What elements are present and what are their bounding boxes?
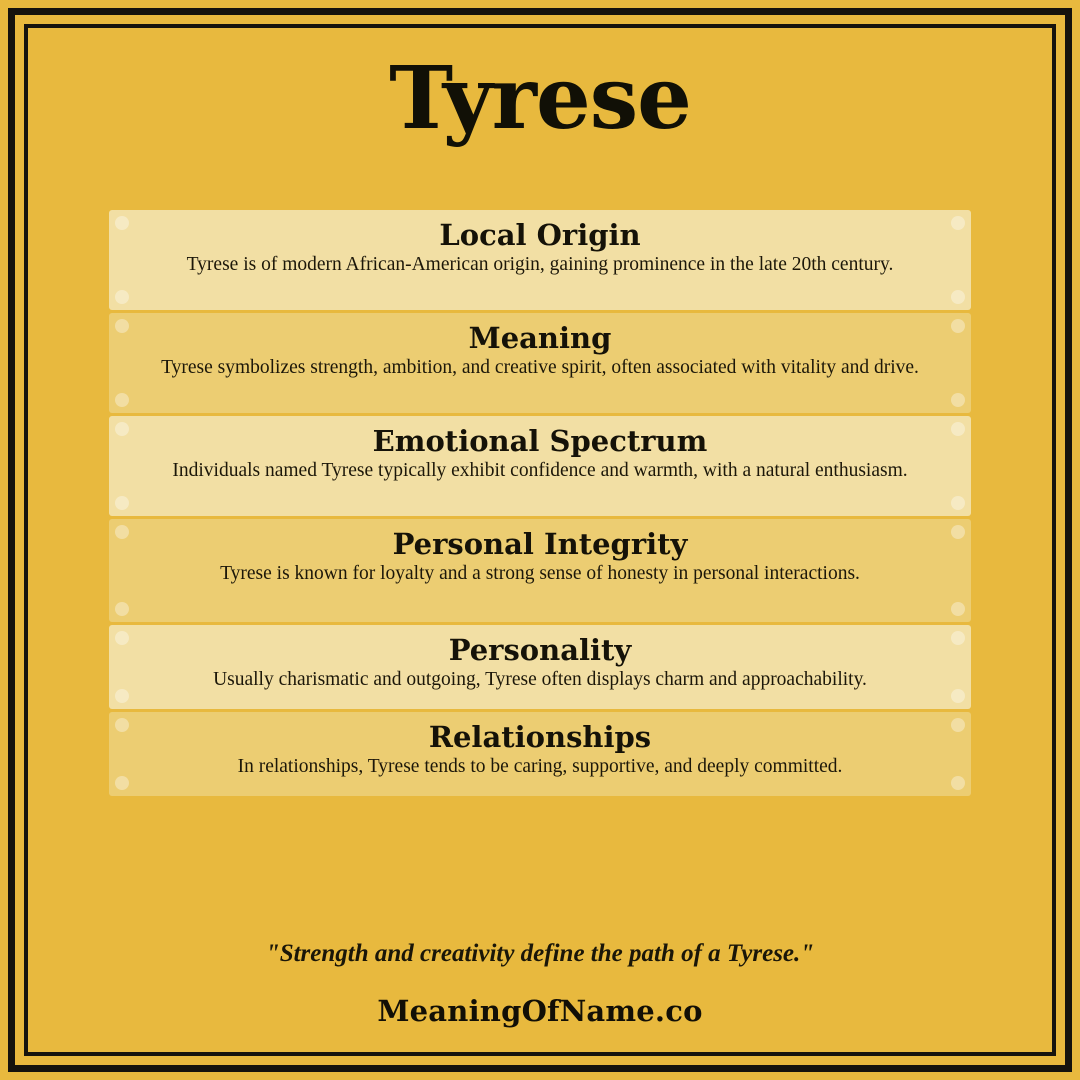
corner-dot-icon (951, 689, 965, 703)
corner-dot-icon (951, 290, 965, 304)
poster-content (40, 34, 1040, 1046)
section-heading: Personal Integrity (392, 527, 688, 561)
corner-dot-icon (115, 290, 129, 304)
section-text: In relationships, Tyrese tends to be caring, supportive, and deeply committed. (237, 755, 843, 777)
corner-dot-icon (115, 631, 129, 645)
corner-dot-icon (951, 602, 965, 616)
section-text: Usually charismatic and outgoing, Tyrese often displays charm and approachability. (213, 668, 867, 690)
section-card-meaning (109, 313, 971, 413)
section-heading: Relationships (428, 720, 652, 754)
section-heading: Personality (448, 633, 632, 667)
section-heading: Emotional Spectrum (372, 424, 708, 458)
corner-dot-icon (951, 718, 965, 732)
corner-dot-icon (951, 216, 965, 230)
section-text: Individuals named Tyrese typically exhibit confidence and warmth, with a natural enthusiasm. (172, 459, 908, 481)
page-title: Tyrese (389, 48, 691, 149)
corner-dot-icon (951, 393, 965, 407)
section-text: Tyrese is known for loyalty and a strong sense of honesty in personal interactions. (220, 562, 860, 584)
tagline-quote: "Strength and creativity define the path of a Tyrese." (265, 940, 815, 967)
section-text: Tyrese is of modern African-American origin, gaining prominence in the late 20th century. (186, 253, 894, 275)
section-heading: Local Origin (439, 218, 641, 252)
brand-name: MeaningOfName.co (377, 994, 703, 1028)
section-text: Tyrese symbolizes strength, ambition, and creative spirit, often associated with vitality and drive. (161, 356, 919, 378)
corner-dot-icon (951, 631, 965, 645)
corner-dot-icon (951, 525, 965, 539)
section-card-personality (109, 625, 971, 709)
poster-footer (40, 940, 1040, 1046)
corner-dot-icon (115, 602, 129, 616)
corner-dot-icon (115, 216, 129, 230)
corner-dot-icon (115, 718, 129, 732)
corner-dot-icon (115, 525, 129, 539)
section-heading: Meaning (468, 321, 612, 355)
corner-dot-icon (115, 319, 129, 333)
section-card-emotional-spectrum (109, 416, 971, 516)
corner-dot-icon (951, 422, 965, 436)
section-card-local-origin (109, 210, 971, 310)
corner-dot-icon (115, 689, 129, 703)
corner-dot-icon (115, 496, 129, 510)
corner-dot-icon (951, 319, 965, 333)
corner-dot-icon (951, 776, 965, 790)
sections-list (109, 210, 971, 796)
corner-dot-icon (115, 393, 129, 407)
section-card-personal-integrity (109, 519, 971, 622)
corner-dot-icon (115, 776, 129, 790)
section-card-relationships (109, 712, 971, 796)
corner-dot-icon (951, 496, 965, 510)
corner-dot-icon (115, 422, 129, 436)
